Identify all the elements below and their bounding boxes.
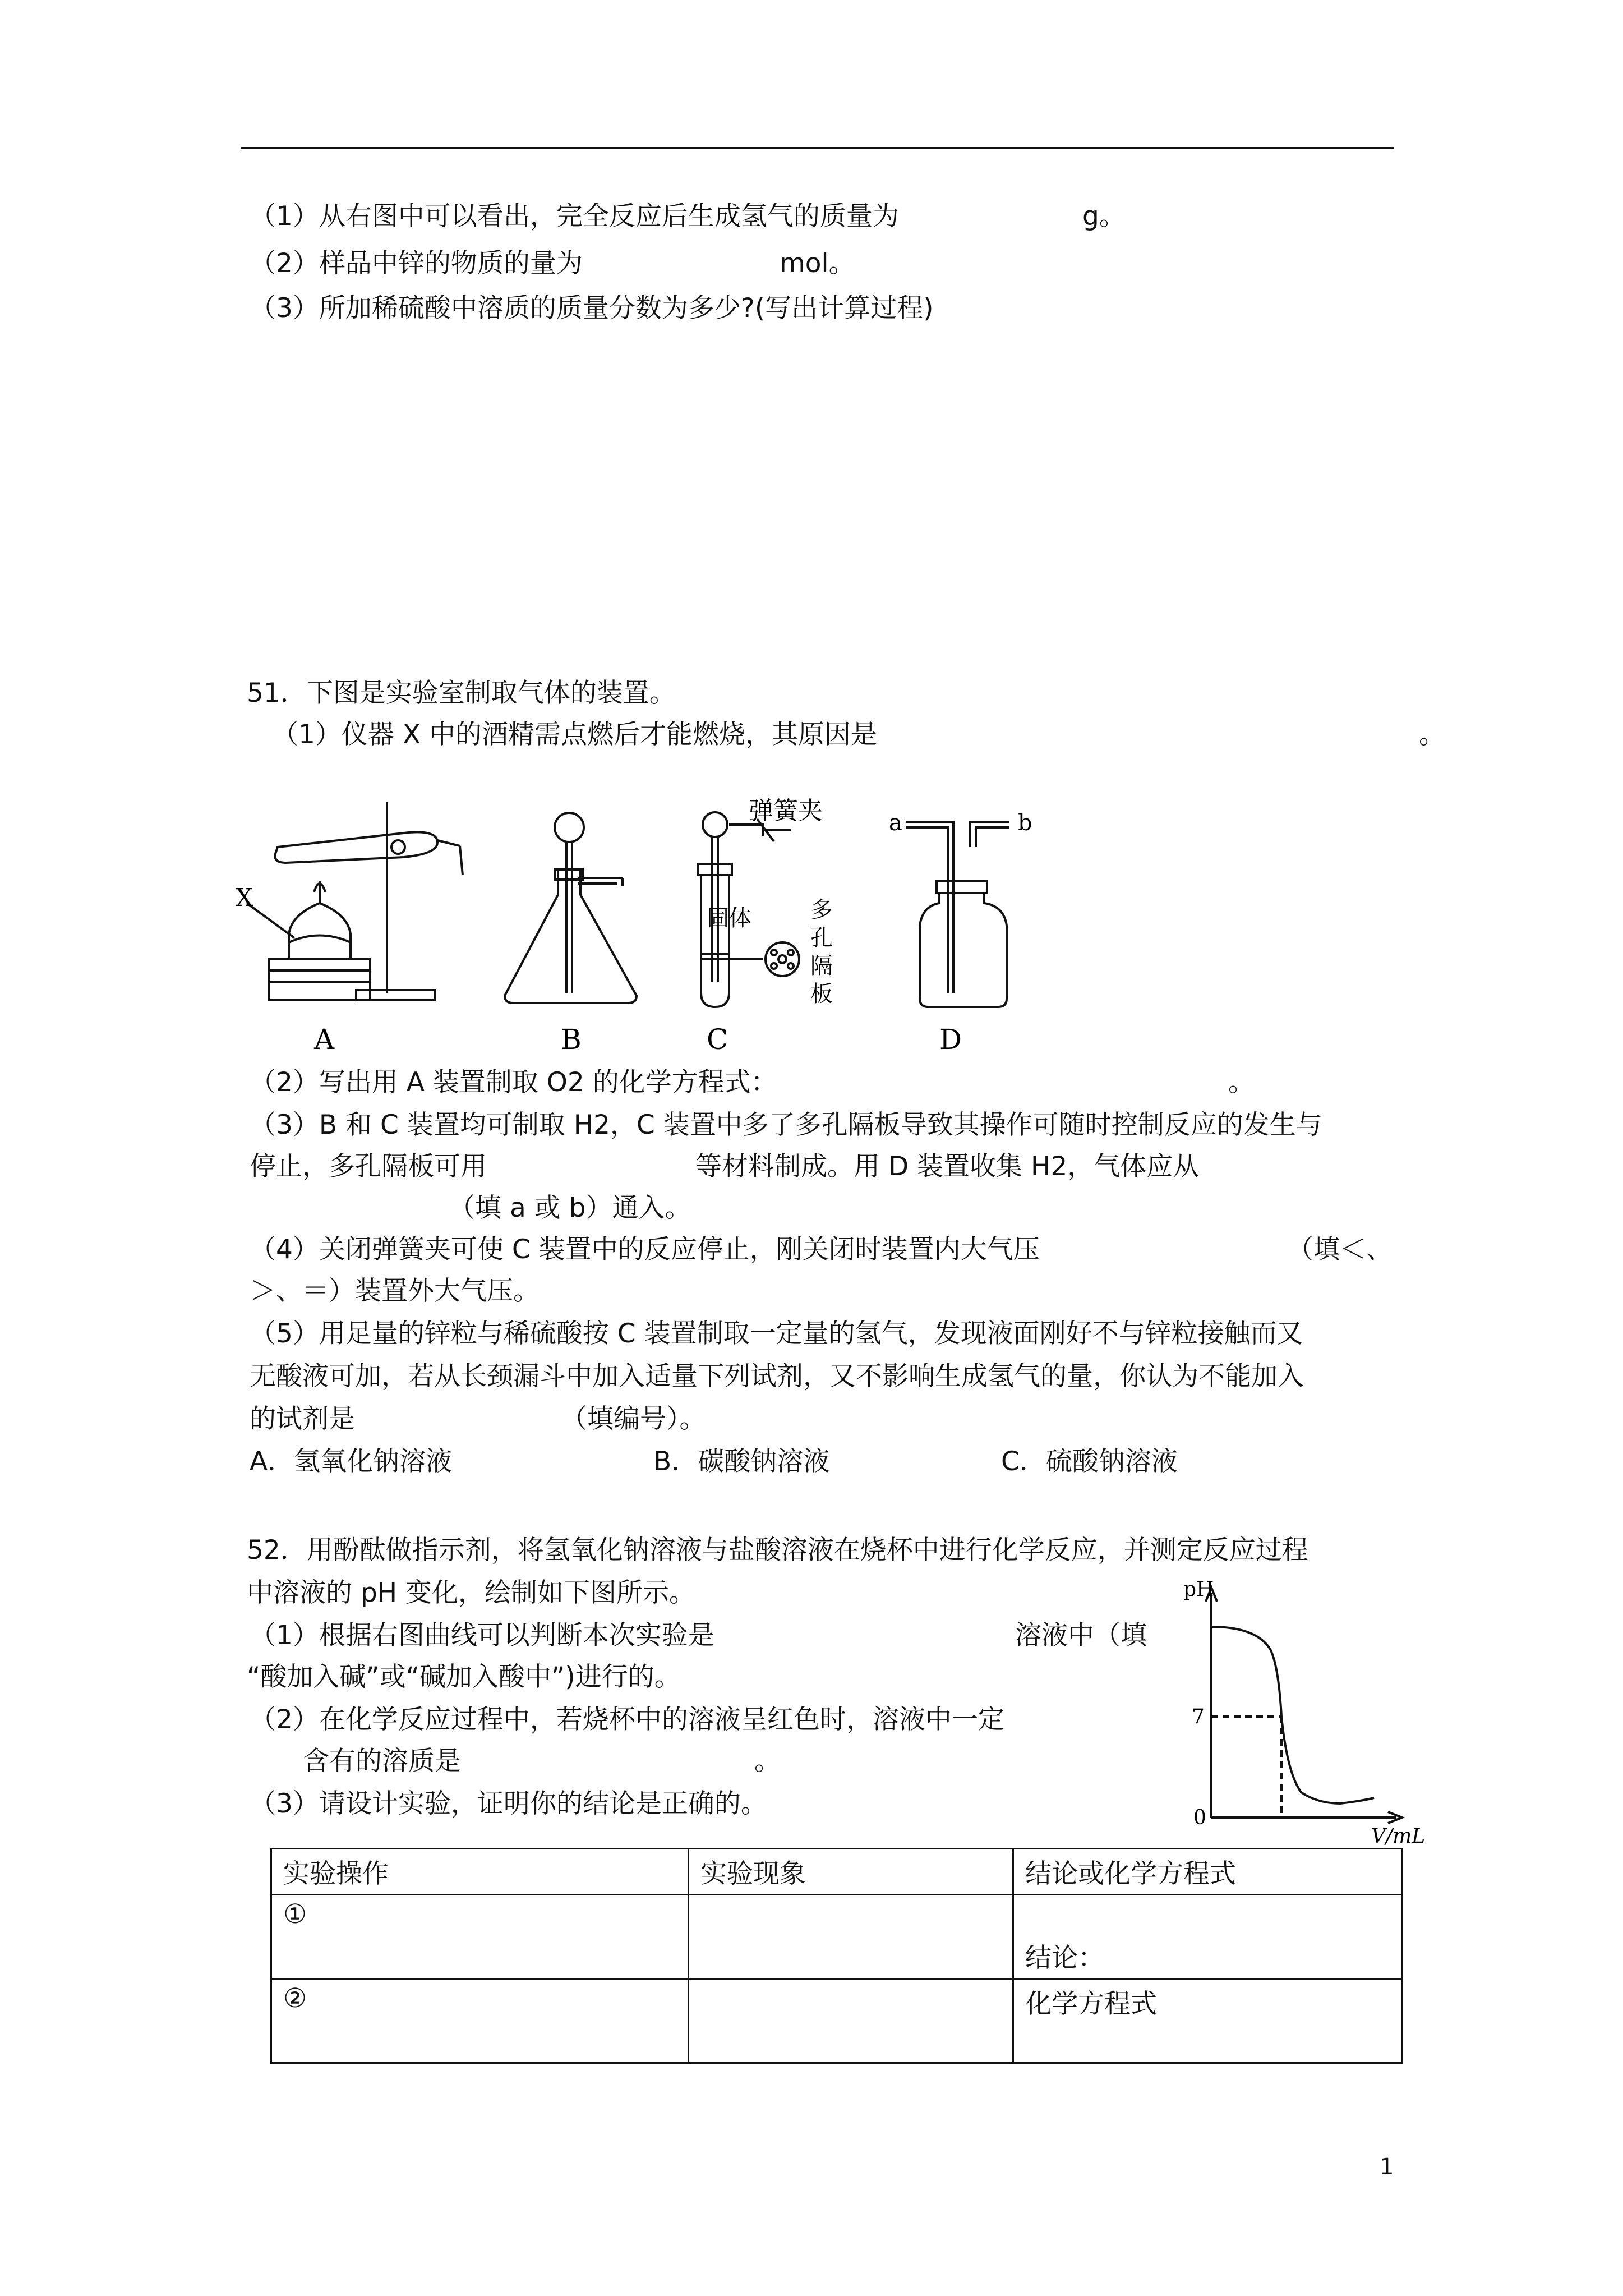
fig-label-porous-4: 板 — [810, 981, 833, 1007]
experiment-table — [270, 1848, 1403, 2064]
q51-s1: （1）仪器 X 中的酒精需点燃后才能燃烧，其原因是 — [272, 719, 877, 750]
apparatus-b — [505, 813, 637, 1003]
q50-line1-unit: g。 — [1082, 201, 1126, 232]
q51-s5-l1: （5）用足量的锌粒与稀硫酸按 C 装置制取一定量的氢气，发现液面刚好不与锌粒接触而又 — [250, 1318, 1303, 1349]
fig-label-spring-clip: 弹簧夹 — [749, 797, 823, 825]
q51-s5-l3a: 的试剂是 — [250, 1404, 355, 1434]
fig-label-porous-3: 隔 — [810, 953, 833, 979]
fig-label-porous-2: 孔 — [810, 925, 833, 951]
graph-origin: 0 — [1193, 1806, 1206, 1829]
table-header-row — [271, 1849, 1403, 1895]
q52-line5: （2）在化学反应过程中，若烧杯中的溶液呈红色时，溶液中一定 — [250, 1704, 1004, 1735]
table-cell-equation[interactable]: 化学方程式 — [1013, 1979, 1402, 2063]
q51-s2-end: 。 — [1228, 1067, 1255, 1098]
graph-ylabel: pH — [1183, 1578, 1214, 1601]
fig-label-x: X — [236, 884, 253, 912]
q51-s4-l1b: （填＜、 — [1287, 1234, 1393, 1265]
q50-line2: （2）样品中锌的物质的量为 — [250, 248, 583, 279]
q52-line3a: （1）根据右图曲线可以判断本次实验是 — [250, 1620, 714, 1651]
apparatus-d — [906, 822, 1009, 1007]
q51-title: 51．下图是实验室制取气体的装置。 — [247, 678, 676, 708]
table-header-phenomenon: 实验现象 — [688, 1849, 1013, 1895]
graph-xlabel: V/mL — [1371, 1825, 1426, 1846]
table-cell-phenomenon[interactable] — [688, 1979, 1013, 2063]
header-rule — [241, 147, 1394, 149]
q51-s4-l2: ＞、＝）装置外大气压。 — [250, 1276, 540, 1306]
graph-tick-7: 7 — [1192, 1705, 1205, 1728]
table-row — [271, 1895, 1403, 1979]
q51-s3-l2b: 等材料制成。用 D 装置收集 H2，气体应从 — [695, 1151, 1200, 1182]
q51-option-b: B．碳酸钠溶液 — [653, 1446, 830, 1477]
q51-s3-l2a: 停止，多孔隔板可用 — [250, 1151, 487, 1182]
table-header-conclusion: 结论或化学方程式 — [1013, 1849, 1402, 1895]
q51-s3-l1: （3）B 和 C 装置均可制取 H2，C 装置中多了多孔隔板导致其操作可随时控制反应的发生与 — [250, 1110, 1322, 1140]
q52-line2: 中溶液的 pH 变化，绘制如下图所示。 — [247, 1577, 696, 1608]
q51-s5-l2: 无酸液可加，若从长颈漏斗中加入适量下列试剂，又不影响生成氢气的量，你认为不能加入 — [250, 1361, 1304, 1392]
fig-label-porous-1: 多 — [810, 897, 833, 923]
ph-curve — [1211, 1627, 1374, 1803]
fig-label-b-port: b — [1018, 810, 1032, 836]
fig-label-a-port: a — [889, 810, 902, 836]
q52-line4: “酸加入碱”或“碱加入酸中”)进行的。 — [247, 1662, 681, 1692]
q50-line1: （1）从右图中可以看出，完全反应后生成氢气的质量为 — [250, 201, 899, 232]
conclusion-label: 结论： — [1025, 1943, 1104, 1973]
q51-s4-l1: （4）关闭弹簧夹可使 C 装置中的反应停止，刚关闭时装置内大气压 — [250, 1234, 1040, 1265]
fig-label-a: A — [314, 1023, 335, 1055]
q51-option-c: C．硫酸钠溶液 — [1001, 1446, 1178, 1477]
q51-option-a: A．氢氧化钠溶液 — [250, 1446, 453, 1477]
ph-curve-graph — [1172, 1571, 1430, 1846]
fig-label-c: C — [707, 1023, 728, 1055]
q50-line2-unit: mol。 — [780, 248, 855, 279]
q51-s3-l3: （填 a 或 b）通入。 — [449, 1193, 691, 1223]
table-header-operation: 实验操作 — [271, 1849, 689, 1895]
q52-line1: 52．用酚酞做指示剂，将氢氧化钠溶液与盐酸溶液在烧杯中进行化学反应，并测定反应过程 — [247, 1535, 1308, 1566]
q50-line3: （3）所加稀硫酸中溶质的质量分数为多少?(写出计算过程) — [250, 293, 934, 324]
fig-label-solid: 固体 — [707, 905, 751, 931]
q52-line6a: 含有的溶质是 — [303, 1746, 461, 1777]
table-row — [271, 1979, 1403, 2063]
q51-s2: （2）写出用 A 装置制取 O2 的化学方程式： — [250, 1067, 777, 1098]
page-number: 1 — [1380, 2154, 1394, 2180]
table-cell-operation[interactable]: ① — [271, 1895, 689, 1979]
table-cell-phenomenon[interactable] — [688, 1895, 1013, 1979]
q51-s1-end: 。 — [1419, 719, 1445, 750]
table-cell-operation[interactable]: ② — [271, 1979, 689, 2063]
q52-line3b: 溶液中（填 — [1015, 1620, 1147, 1651]
q52-line7: （3）请设计实验，证明你的结论是正确的。 — [250, 1788, 767, 1819]
table-cell-conclusion[interactable] — [1013, 1895, 1402, 1979]
apparatus-figure — [236, 791, 1049, 1055]
fig-label-b: B — [561, 1023, 582, 1055]
q51-s5-l3b: （填编号）。 — [561, 1404, 706, 1434]
fig-label-d: D — [939, 1023, 962, 1055]
q52-line6b: 。 — [754, 1746, 781, 1777]
apparatus-a — [247, 802, 463, 1000]
